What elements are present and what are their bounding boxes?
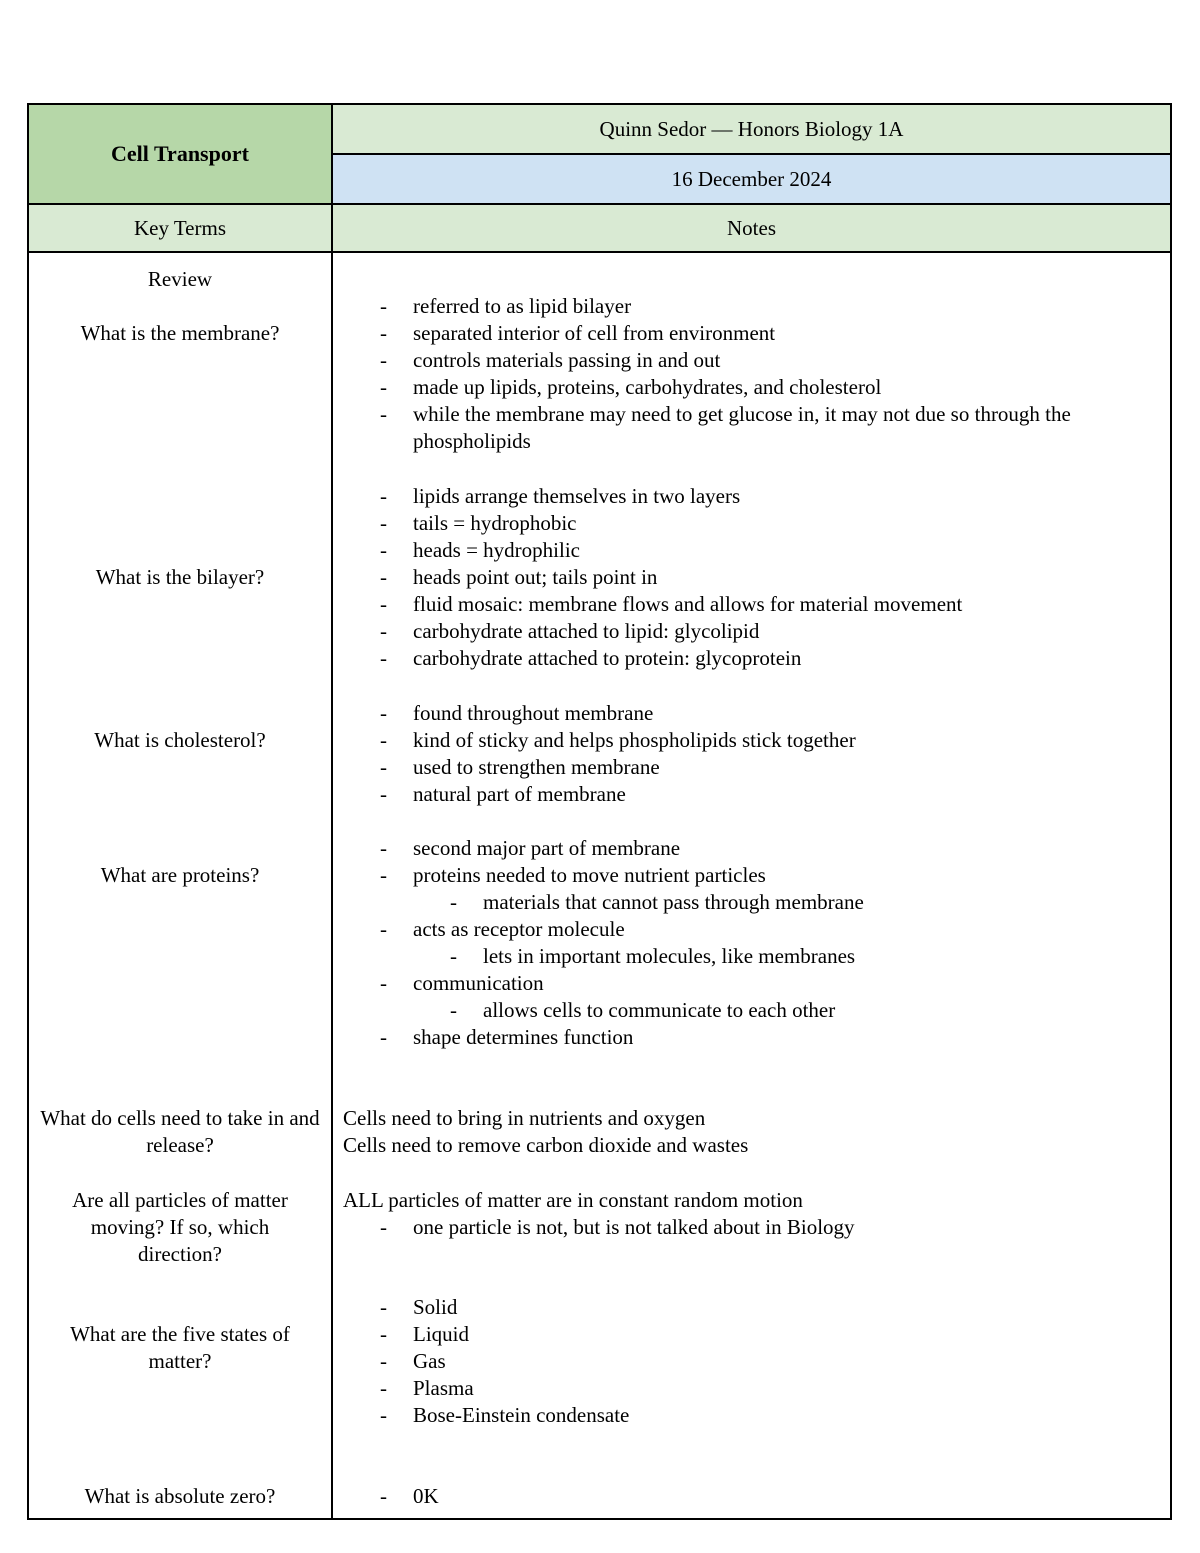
sub-list-item: - materials that cannot pass through membrane	[333, 889, 1170, 916]
notes-proteins	[333, 835, 1170, 1051]
sub-list-item: - lets in important molecules, like membranes	[333, 943, 1170, 970]
key-term-absolute-zero: What is absolute zero?	[84, 1484, 276, 1508]
doc-date: 16 December 2024	[333, 155, 1170, 203]
list-item: - heads point out; tails point in	[333, 564, 1170, 591]
note-line: Cells need to bring in nutrients and oxygen	[343, 1106, 706, 1130]
list-item: - proteins needed to move nutrient particles	[333, 862, 1170, 889]
list-item: - tails = hydrophobic	[333, 510, 1170, 537]
key-term-proteins: What are proteins?	[100, 863, 260, 887]
key-term-review: Review	[147, 267, 213, 291]
list-item: - natural part of membrane	[333, 781, 1170, 808]
list-item: - communication	[333, 970, 1170, 997]
list-item: - acts as receptor molecule	[333, 916, 1170, 943]
list-item: - Plasma	[333, 1375, 1170, 1402]
key-term-membrane: What is the membrane?	[80, 321, 280, 345]
list-item: - 0K	[333, 1483, 1170, 1510]
list-item: - carbohydrate attached to lipid: glycolipid	[333, 618, 1170, 645]
header-divider	[29, 251, 1170, 253]
list-item: - separated interior of cell from environment	[333, 320, 1170, 347]
key-terms-header: Key Terms	[29, 205, 331, 251]
list-item: - kind of sticky and helps phospholipids stick together	[333, 727, 1170, 754]
list-item: - controls materials passing in and out	[333, 347, 1170, 374]
list-item: - shape determines function	[333, 1024, 1170, 1051]
key-term-cholesterol: What is cholesterol?	[94, 728, 266, 752]
list-item: - heads = hydrophilic	[333, 537, 1170, 564]
note-line: Cells need to remove carbon dioxide and wastes	[343, 1133, 749, 1157]
list-item: - second major part of membrane	[333, 835, 1170, 862]
key-term-take-release: What do cells need to take in and release?	[40, 1106, 320, 1157]
sub-list-item: - allows cells to communicate to each other	[333, 997, 1170, 1024]
doc-title: Cell Transport	[29, 105, 331, 203]
key-term-bilayer: What is the bilayer?	[95, 565, 265, 589]
notes-particles	[333, 1187, 1170, 1241]
notes-bilayer	[333, 483, 1170, 672]
list-item: - while the membrane may need to get glucose in, it may not due so through the phospholipids	[333, 401, 1170, 455]
list-item: - Gas	[333, 1348, 1170, 1375]
notes-header: Notes	[333, 205, 1170, 251]
notes-cholesterol	[333, 700, 1170, 808]
header-divider	[333, 153, 1170, 155]
notes-absolute-zero	[333, 1483, 1170, 1510]
list-item: - one particle is not, but is not talked about in Biology	[333, 1214, 1170, 1241]
list-item: - fluid mosaic: membrane flows and allows for material movement	[333, 591, 1170, 618]
list-item: - Bose-Einstein condensate	[333, 1402, 1170, 1429]
list-item: - lipids arrange themselves in two layers	[333, 483, 1170, 510]
key-term-particles: Are all particles of matter moving? If so, which direction?	[72, 1188, 288, 1266]
notes-table	[27, 103, 1172, 1520]
list-item: - made up lipids, proteins, carbohydrates, and cholesterol	[333, 374, 1170, 401]
list-item: - referred to as lipid bilayer	[333, 293, 1170, 320]
note-line: ALL particles of matter are in constant random motion	[343, 1188, 803, 1212]
header-divider	[29, 203, 1170, 205]
notes-membrane	[333, 293, 1170, 455]
list-item: - used to strengthen membrane	[333, 754, 1170, 781]
notes-take-release	[333, 1105, 1170, 1159]
list-item: - carbohydrate attached to protein: glycoprotein	[333, 645, 1170, 672]
list-item: - Solid	[333, 1294, 1170, 1321]
key-term-states: What are the five states of matter?	[70, 1322, 290, 1373]
notes-states	[333, 1294, 1170, 1429]
list-item: - Liquid	[333, 1321, 1170, 1348]
list-item: - found throughout membrane	[333, 700, 1170, 727]
author-course: Quinn Sedor — Honors Biology 1A	[333, 105, 1170, 153]
